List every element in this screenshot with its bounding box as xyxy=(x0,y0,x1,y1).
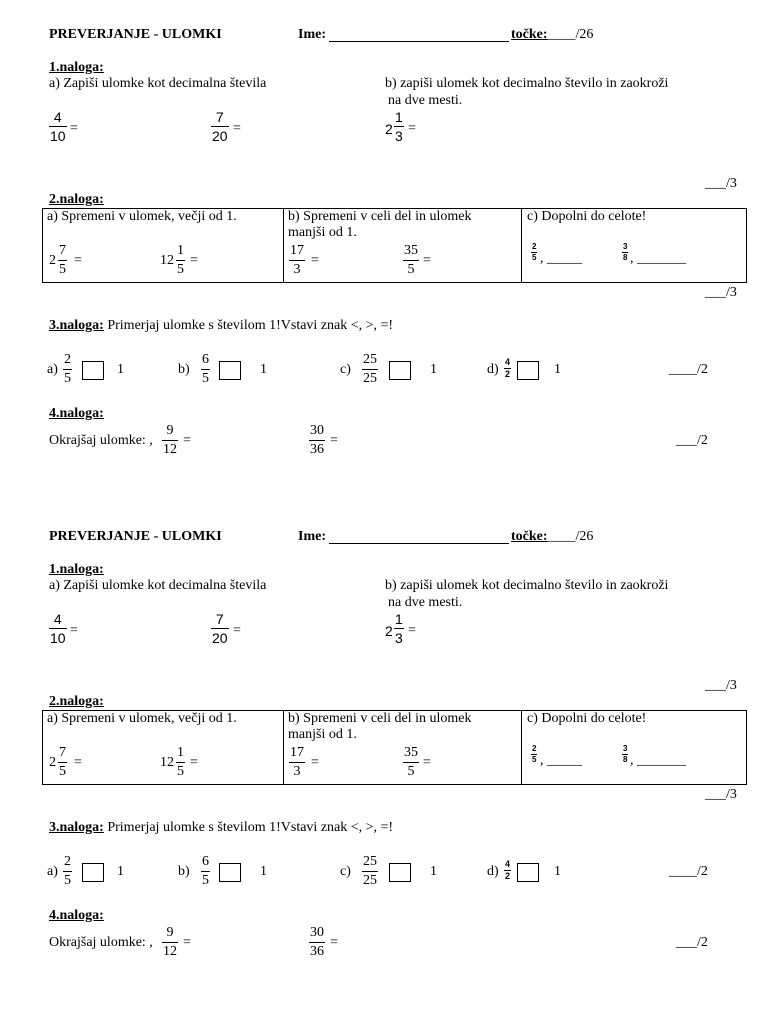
fraction xyxy=(49,110,67,143)
number-one: 1 xyxy=(260,362,267,377)
task2-heading: 2.naloga: xyxy=(49,192,104,207)
denominator: 8 xyxy=(623,755,628,764)
fraction xyxy=(63,855,72,888)
denominator: 20 xyxy=(212,128,228,144)
item-label: b) xyxy=(178,362,190,377)
fraction xyxy=(176,746,185,779)
item-label: a) xyxy=(47,362,58,377)
numerator: 4 xyxy=(53,611,62,627)
comparison-box[interactable] xyxy=(389,361,411,380)
numerator: 1 xyxy=(177,243,184,258)
whole-number: 12 xyxy=(160,253,174,268)
fraction xyxy=(362,855,378,888)
fraction xyxy=(201,353,210,386)
denominator: 2 xyxy=(505,369,511,379)
sheet-title: PREVERJANJE - ULOMKI xyxy=(49,27,222,42)
numerator: 30 xyxy=(310,423,324,438)
points-label: točke: xyxy=(511,27,548,42)
fraction xyxy=(211,110,229,143)
task3-line xyxy=(49,820,393,836)
fraction xyxy=(622,745,628,764)
denominator: 5 xyxy=(64,371,71,386)
task1-a-text: a) Zapiši ulomke kot decimalna števila xyxy=(49,76,267,91)
numerator: 9 xyxy=(166,423,174,438)
denominator: 5 xyxy=(59,262,66,277)
task1-a-text: a) Zapiši ulomke kot decimalna števila xyxy=(49,578,267,593)
denominator: 3 xyxy=(395,630,403,646)
task4-heading: 4.naloga: xyxy=(49,908,104,923)
worksheet-copy-1 xyxy=(0,0,768,502)
numerator: 2 xyxy=(64,854,71,869)
denominator: 10 xyxy=(50,630,66,646)
numerator: 1 xyxy=(395,611,403,627)
task1-score: ___/3 xyxy=(705,678,737,693)
fraction xyxy=(309,926,325,959)
equals-sign: = xyxy=(311,755,319,770)
denominator: 5 xyxy=(177,262,184,277)
item-label: b) xyxy=(178,864,190,879)
fraction xyxy=(201,855,210,888)
fraction xyxy=(504,860,511,881)
task2-col-b: b) Spremeni v celi del in ulomek xyxy=(288,711,472,726)
task3-score: ____/2 xyxy=(669,864,708,879)
equals-sign: = xyxy=(233,623,241,638)
fraction xyxy=(362,353,378,386)
numerator: 7 xyxy=(215,109,224,125)
equals-sign: = xyxy=(423,253,431,268)
numerator: 25 xyxy=(363,352,377,367)
numerator: 7 xyxy=(59,745,66,760)
task2-score: ___/3 xyxy=(705,285,737,300)
equals-sign: = xyxy=(74,755,82,770)
numerator: 4 xyxy=(53,109,62,125)
task4-heading: 4.naloga: xyxy=(49,406,104,421)
equals-sign: = xyxy=(190,755,198,770)
denominator: 5 xyxy=(532,755,537,764)
points-label: točke: xyxy=(511,529,548,544)
numerator: 3 xyxy=(623,242,628,251)
task1-score: ___/3 xyxy=(705,176,737,191)
whole-number: 2 xyxy=(49,253,56,268)
fraction xyxy=(394,110,404,143)
fraction xyxy=(309,424,325,457)
task3-heading: 3.naloga: xyxy=(49,820,104,835)
denominator: 5 xyxy=(64,873,71,888)
fraction xyxy=(58,746,67,779)
fraction xyxy=(162,424,178,457)
denominator: 36 xyxy=(310,944,324,959)
denominator: 5 xyxy=(532,253,537,262)
fraction xyxy=(63,353,72,386)
task4-score: ___/2 xyxy=(676,433,708,448)
equals-sign: = xyxy=(330,935,338,950)
number-one: 1 xyxy=(430,864,437,879)
comparison-box[interactable] xyxy=(219,361,241,380)
name-label: Ime: xyxy=(298,529,326,544)
denominator: 5 xyxy=(177,764,184,779)
denominator: 5 xyxy=(59,764,66,779)
denominator: 20 xyxy=(212,630,228,646)
task3-instruction: Primerjaj ulomke s številom 1!Vstavi znak <, >, =! xyxy=(103,318,394,333)
answer-blank[interactable]: , _______ xyxy=(630,753,686,768)
comparison-box[interactable] xyxy=(517,361,539,380)
task2-col-c: c) Dopolni do celote! xyxy=(527,711,647,726)
task2-col-c: c) Dopolni do celote! xyxy=(527,209,647,224)
fraction xyxy=(504,358,511,379)
denominator: 12 xyxy=(163,944,177,959)
fraction xyxy=(531,243,537,262)
number-one: 1 xyxy=(117,864,124,879)
task1-heading: 1.naloga: xyxy=(49,562,104,577)
numerator: 4 xyxy=(505,357,511,367)
name-label: Ime: xyxy=(298,27,326,42)
item-label: d) xyxy=(487,362,499,377)
points-total: ____/26 xyxy=(547,27,594,42)
whole-number: 2 xyxy=(49,755,56,770)
denominator: 5 xyxy=(202,371,209,386)
denominator: 5 xyxy=(407,764,415,779)
comparison-box[interactable] xyxy=(82,863,104,882)
numerator: 1 xyxy=(177,745,184,760)
item-label: d) xyxy=(487,864,499,879)
fraction xyxy=(289,244,305,277)
fraction xyxy=(403,746,419,779)
denominator: 3 xyxy=(293,764,301,779)
task2-col-b-2: manjši od 1. xyxy=(288,225,357,240)
number-one: 1 xyxy=(260,864,267,879)
fraction xyxy=(58,244,67,277)
task4-text: Okrajšaj ulomke: , xyxy=(49,935,153,950)
numerator: 30 xyxy=(310,925,324,940)
task1-b-text: b) zapiši ulomek kot decimalno število in zaokroži xyxy=(385,578,669,593)
denominator: 2 xyxy=(505,871,511,881)
numerator: 7 xyxy=(215,611,224,627)
task4-text: Okrajšaj ulomke: , xyxy=(49,433,153,448)
denominator: 5 xyxy=(202,873,209,888)
numerator: 17 xyxy=(290,745,304,760)
denominator: 3 xyxy=(293,262,301,277)
equals-sign: = xyxy=(183,935,191,950)
numerator: 2 xyxy=(532,744,537,753)
whole-number: 2 xyxy=(385,623,393,639)
worksheet-copy-2 xyxy=(0,502,768,1004)
task1-b-text-2: na dve mesti. xyxy=(388,595,463,610)
task2-col-a: a) Spremeni v ulomek, večji od 1. xyxy=(47,209,237,224)
whole-number: 2 xyxy=(385,121,393,137)
denominator: 3 xyxy=(395,128,403,144)
task1-heading: 1.naloga: xyxy=(49,60,104,75)
comparison-box[interactable] xyxy=(389,863,411,882)
number-one: 1 xyxy=(430,362,437,377)
task2-heading: 2.naloga: xyxy=(49,694,104,709)
comparison-box[interactable] xyxy=(517,863,539,882)
number-one: 1 xyxy=(554,864,561,879)
points-field xyxy=(511,529,593,545)
name-line[interactable] xyxy=(329,41,509,42)
task1-b-text-2: na dve mesti. xyxy=(388,93,463,108)
equals-sign: = xyxy=(311,253,319,268)
whole-number: 12 xyxy=(160,755,174,770)
equals-sign: = xyxy=(70,623,78,638)
fraction xyxy=(403,244,419,277)
task2-col-a: a) Spremeni v ulomek, večji od 1. xyxy=(47,711,237,726)
task1-b-text: b) zapiši ulomek kot decimalno število in zaokroži xyxy=(385,76,669,91)
number-one: 1 xyxy=(117,362,124,377)
numerator: 6 xyxy=(202,352,209,367)
denominator: 5 xyxy=(407,262,415,277)
task2-col-b: b) Spremeni v celi del in ulomek xyxy=(288,209,472,224)
comparison-box[interactable] xyxy=(82,361,104,380)
denominator: 25 xyxy=(363,873,377,888)
numerator: 2 xyxy=(532,242,537,251)
task3-instruction: Primerjaj ulomke s številom 1!Vstavi znak <, >, =! xyxy=(103,820,394,835)
numerator: 1 xyxy=(395,109,403,125)
numerator: 35 xyxy=(404,243,418,258)
task4-score: ___/2 xyxy=(676,935,708,950)
name-line[interactable] xyxy=(329,543,509,544)
sheet-title: PREVERJANJE - ULOMKI xyxy=(49,529,222,544)
equals-sign: = xyxy=(330,433,338,448)
denominator: 12 xyxy=(163,442,177,457)
equals-sign: = xyxy=(408,623,416,638)
item-label: c) xyxy=(340,864,351,879)
task3-heading: 3.naloga: xyxy=(49,318,104,333)
denominator: 36 xyxy=(310,442,324,457)
points-field xyxy=(511,27,593,43)
comparison-box[interactable] xyxy=(219,863,241,882)
denominator: 10 xyxy=(50,128,66,144)
number-one: 1 xyxy=(554,362,561,377)
denominator: 8 xyxy=(623,253,628,262)
denominator: 25 xyxy=(363,371,377,386)
item-label: c) xyxy=(340,362,351,377)
item-label: a) xyxy=(47,864,58,879)
task3-line xyxy=(49,318,393,334)
numerator: 3 xyxy=(623,744,628,753)
numerator: 2 xyxy=(64,352,71,367)
fraction xyxy=(176,244,185,277)
answer-blank[interactable]: , _____ xyxy=(540,753,582,768)
fraction xyxy=(49,612,67,645)
numerator: 9 xyxy=(166,925,174,940)
answer-blank[interactable]: , _______ xyxy=(630,251,686,266)
fraction xyxy=(622,243,628,262)
fraction xyxy=(531,745,537,764)
task3-score: ____/2 xyxy=(669,362,708,377)
numerator: 6 xyxy=(202,854,209,869)
equals-sign: = xyxy=(74,253,82,268)
equals-sign: = xyxy=(190,253,198,268)
equals-sign: = xyxy=(183,433,191,448)
fraction xyxy=(289,746,305,779)
equals-sign: = xyxy=(408,121,416,136)
fraction xyxy=(162,926,178,959)
equals-sign: = xyxy=(423,755,431,770)
numerator: 4 xyxy=(505,859,511,869)
numerator: 17 xyxy=(290,243,304,258)
fraction xyxy=(211,612,229,645)
fraction xyxy=(394,612,404,645)
numerator: 7 xyxy=(59,243,66,258)
numerator: 35 xyxy=(404,745,418,760)
answer-blank[interactable]: , _____ xyxy=(540,251,582,266)
points-total: ____/26 xyxy=(547,529,594,544)
task2-score: ___/3 xyxy=(705,787,737,802)
equals-sign: = xyxy=(70,121,78,136)
numerator: 25 xyxy=(363,854,377,869)
equals-sign: = xyxy=(233,121,241,136)
task2-col-b-2: manjši od 1. xyxy=(288,727,357,742)
